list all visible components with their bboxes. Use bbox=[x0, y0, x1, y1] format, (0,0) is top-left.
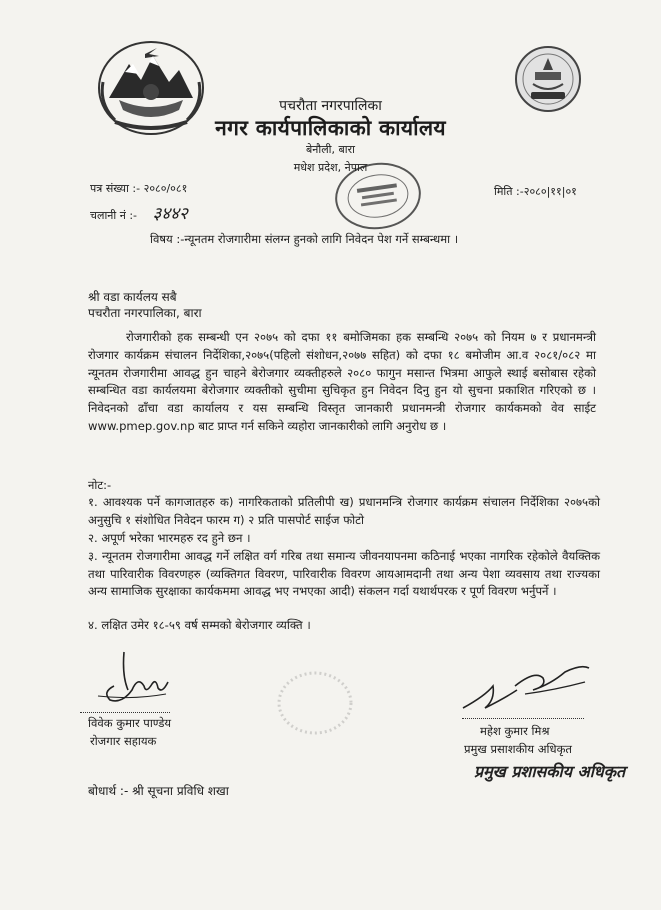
note-item: १. आवश्यक पर्ने कागजातहरु क) नागरिकताको प्रतिलीपी ख) प्रधानमन्त्रि रोजगार कार्यक्रम संचालन निर्देशिका २०७५को अनुसुचि १ संशोधित निवेदन फारम ग) २ प्रति पासपोर्ट साईज फोटो bbox=[88, 495, 600, 527]
office-name: नगर कार्यपालिकाको कार्यालय bbox=[215, 116, 446, 140]
notes-title: नोट:- bbox=[88, 478, 112, 492]
letter-body bbox=[88, 329, 596, 436]
left-signatory-name: विवेक कुमार पाण्डेय bbox=[88, 716, 172, 730]
letter-number bbox=[90, 181, 187, 196]
right-signatory-name: महेश कुमार मिश्र bbox=[480, 724, 550, 738]
recipient-line-1: श्री वडा कार्यलय सबै bbox=[88, 290, 177, 304]
dispatch-number-value: ३४४२ bbox=[152, 204, 188, 224]
letter-number-label: पत्र संख्या :- bbox=[90, 182, 141, 195]
letter-body-text: रोजगारीको हक सम्बन्धी एन २०७५ को दफा ११ बमोजिमका हक सम्बन्धि २०७५ को नियम ७ र प्रधानमन्त्री रोजगार कार्यक्रम संचालन निर्देशिका,२०७५(पहिलो संशोधन,२०७७ सहित) को दफा १८ बमोजीम आ.व २०८१/०८२ मा न्यूनतम रोजगारीमा आवद्ध हुन चाहने बेरोजगार व्यक्तीहरुले २०८० फागुन मसान्त भित्रमा आफुले स्थाई बसोबास रहेको सम्बन्धित वडा कार्यलयमा बेरोजगार व्यक्तीको सुचीमा सुचिकृत हुन निवेदन दिनु हुन यो सुचना प्रकाशित गरिएको छ । निवेदनको ढाँचा वडा कार्यालय र यस सम्बन्धि विस्तृत जानकारी प्रधानमन्त्री रोजगार कार्यकमको वेव साईट www.pmep.gov.np बाट प्राप्त गर्न सकिने व्यहोरा जानकारीको लागि अनुरोध छ । bbox=[88, 330, 596, 433]
office-stamp bbox=[327, 154, 428, 238]
letter-date bbox=[494, 184, 577, 199]
letter-number-value: २०८०/०८१ bbox=[143, 182, 188, 195]
office-province: मधेश प्रदेश, नेपाल bbox=[293, 161, 368, 174]
left-signature bbox=[92, 646, 172, 706]
date-label: मिति :- bbox=[494, 185, 524, 198]
faint-stamp-mark bbox=[275, 668, 355, 738]
designation-stamp: प्रमुख प्रशासकीय अधिकृत bbox=[474, 762, 626, 781]
dispatch-number bbox=[90, 201, 188, 224]
note-item: ३. न्यूनतम रोजगारीमा आवद्ध गर्ने लक्षित वर्ग गरिब तथा समान्य जीवनयापनमा कठिनाई भएका नागरिक रहेकोले वैयक्तिक तथा पारिवारीक विवरणहरु (व्यक्तिगत विवरण, पारिवारीक विवरण आयआमदानी तथा अन्य पेशा व्यवसाय तथा राज्यका अन्य सामाजिक सुरक्षाका कार्यकममा आवद्ध भए नभएका आदी) संकलन गर्दा यथार्थपरक र पूर्ण विवरण भर्नुपर्ने । bbox=[88, 549, 600, 598]
right-signature bbox=[455, 656, 595, 722]
dispatch-number-label: चलानी नं :- bbox=[90, 209, 138, 222]
right-signatory-title: प्रमुख प्रसाशकीय अधिकृत bbox=[464, 742, 572, 756]
recipient-line-2: पचरौता नगरपालिका, बारा bbox=[88, 306, 202, 320]
note-item: २. अपूर्ण भरेका भारमहरु रद हुने छन । bbox=[88, 531, 251, 545]
left-signature-line bbox=[80, 712, 170, 713]
date-value: २०८०|११|०१ bbox=[523, 185, 577, 198]
subject-line: विषय :-न्यूनतम रोजगारीमा संलग्न हुनको लागि निवेदन पेश गर्ने सम्बन्धमा । bbox=[150, 232, 459, 246]
copy-to: बोधार्थ :- श्री सूचना प्रविधि शखा bbox=[88, 784, 229, 798]
left-signatory-title: रोजगार सहायक bbox=[90, 734, 157, 748]
municipality-name: पचरौता नगरपालिका bbox=[279, 98, 382, 114]
note-item: ४. लक्षित उमेर १८-५९ वर्ष सम्मको बेरोजगार व्यक्ति । bbox=[88, 618, 311, 632]
office-address: बेनौली, बारा bbox=[305, 143, 355, 156]
right-signature-line bbox=[462, 718, 584, 719]
